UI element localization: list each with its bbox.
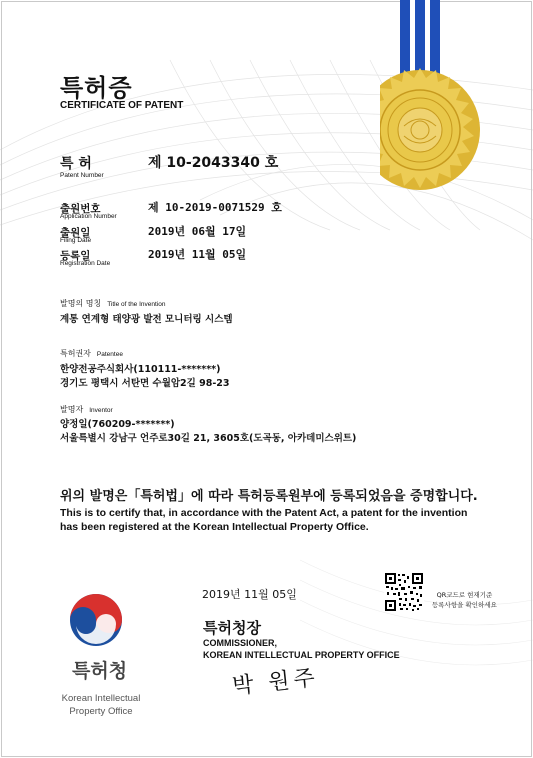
certificate-title-en: CERTIFICATE OF PATENT [60, 100, 184, 111]
office-name-en-line2: Property Office [69, 706, 133, 717]
invention-label-ko: 발명의 명칭 [60, 299, 102, 308]
kipo-emblem-icon [68, 592, 124, 648]
commissioner-title-en [203, 637, 400, 661]
inventor-address: 서울특별시 강남구 언주로30길 21, 3605호(도곡동, 아카데미스위트) [60, 433, 357, 444]
inventor-label-ko: 발명자 [60, 405, 84, 414]
patent-number-label-en: Patent Number [60, 172, 104, 179]
office-name-ko: 특허청 [72, 660, 128, 682]
registration-date-label: 등록일 [60, 250, 91, 262]
gold-seal-with-ribbon [380, 0, 500, 200]
commissioner-title-ko: 특허청장 [203, 619, 261, 637]
commissioner-signature: 박 원주 [231, 665, 321, 700]
certification-text-en-line2: has been registered at the Korean Intellectual Property Office. [60, 521, 369, 533]
office-name-en [56, 692, 146, 718]
office-name-en-line1: Korean Intellectual [61, 693, 141, 704]
inventor-name: 양정일(760209-*******) [60, 419, 175, 430]
certificate-title-ko: 특허증 [60, 74, 133, 102]
patent-number-value: 제 10-2043340 호 [148, 155, 279, 171]
qr-instruction-line2: 등록사항을 확인하세요 [432, 601, 497, 609]
commissioner-title-en-line2: KOREAN INTELLECTUAL PROPERTY OFFICE [203, 650, 400, 660]
registration-date-label-en: Registration Date [60, 260, 111, 267]
qr-code[interactable] [384, 572, 424, 612]
certification-text-ko: 위의 발명은「특허법」에 따라 특허등록원부에 등록되었음을 증명합니다. [60, 489, 478, 504]
qr-instruction [432, 590, 497, 610]
invention-section-label [60, 298, 165, 309]
application-number-value: 제 10-2019-0071529 호 [148, 201, 282, 214]
filing-date-label-en: Filing Date [60, 237, 92, 244]
patent-number-label: 특 허 [60, 156, 92, 172]
commissioner-title-en-line1: COMMISSIONER, [203, 638, 278, 648]
invention-title: 계통 연계형 태양광 발전 모니터링 시스템 [60, 314, 233, 325]
application-number-label-en: Application Number [60, 213, 117, 220]
certification-text-en-line1: This is to certify that, in accordance with the Patent Act, a patent for the invention [60, 507, 468, 519]
invention-label-en: Title of the Invention [107, 301, 166, 308]
filing-date-label: 출원일 [60, 227, 91, 239]
patentee-section-label [60, 348, 123, 359]
inventor-label-en: Inventor [89, 407, 113, 414]
patentee-label-ko: 특허권자 [60, 349, 91, 358]
inventor-section-label [60, 404, 113, 415]
patentee-name: 한양전공주식회사(110111-*******) [60, 364, 221, 375]
application-number-label: 출원번호 [60, 203, 101, 215]
qr-instruction-line1: QR코드로 현재기준 [436, 591, 493, 599]
patentee-label-en: Patentee [96, 351, 123, 358]
patentee-address: 경기도 평택시 서탄면 수월암2길 98-23 [60, 378, 230, 389]
filing-date-value: 2019년 06월 17일 [148, 225, 247, 238]
issue-date: 2019년 11월 05일 [202, 588, 297, 601]
registration-date-value: 2019년 11월 05일 [148, 248, 247, 261]
